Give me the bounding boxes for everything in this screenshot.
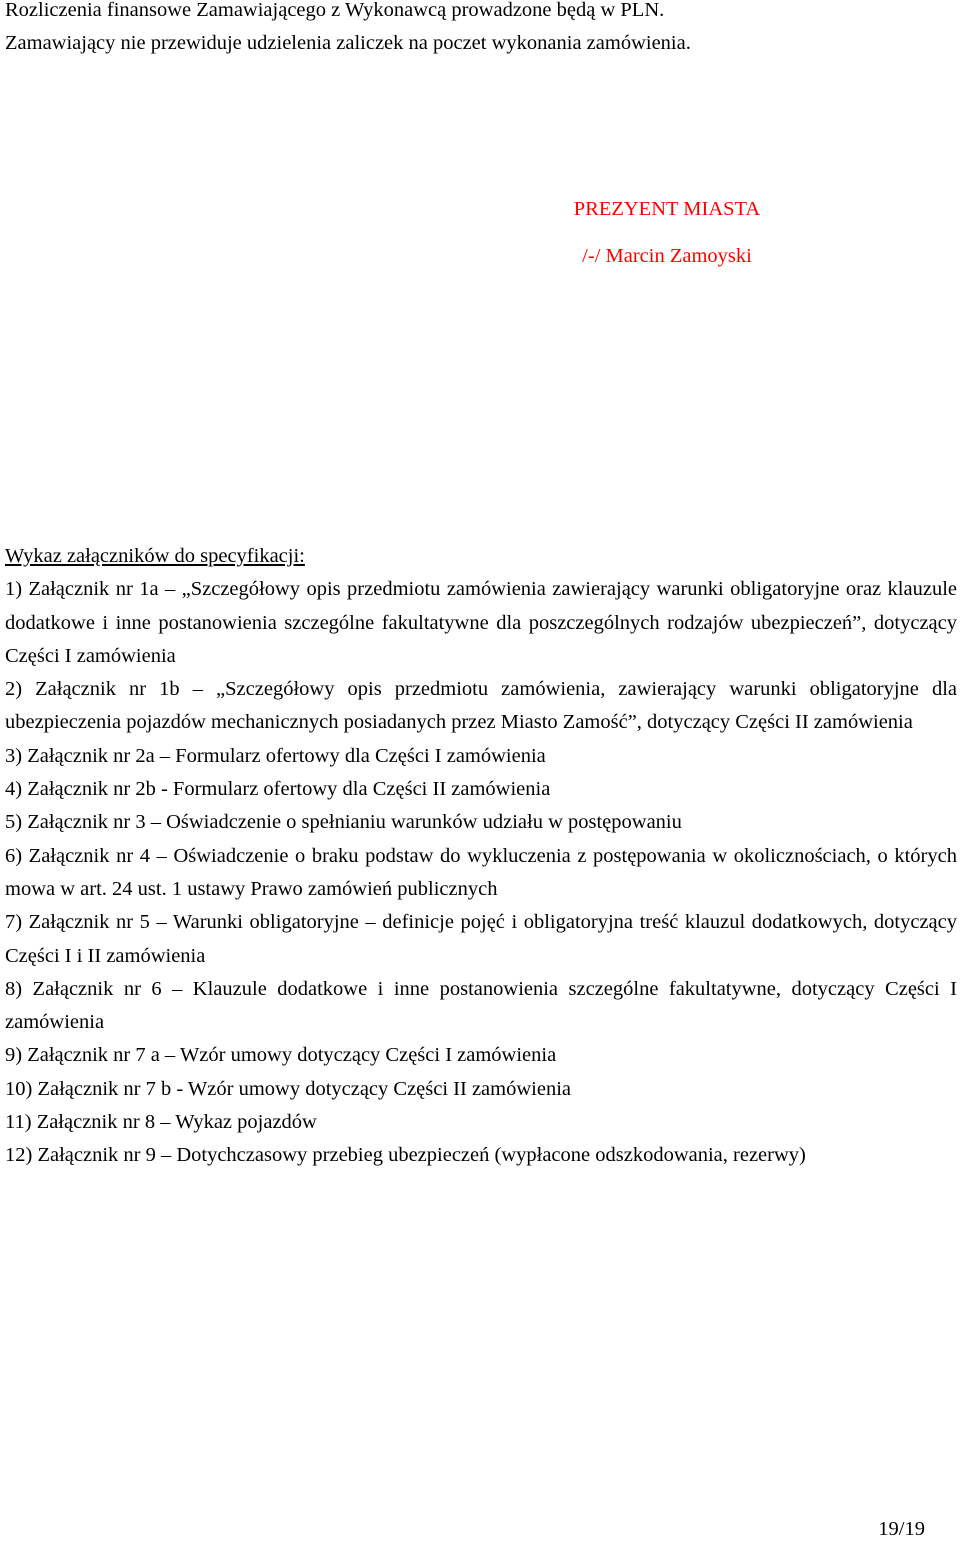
attachment-item: 4) Załącznik nr 2b - Formularz ofertowy dla Części II zamówienia bbox=[5, 778, 551, 801]
attachment-item: 2) Załącznik nr 1b – „Szczegółowy opis przedmiotu zamówienia, zawierający warunki obligatoryjne dla ubezpieczenia pojazdów mechanicznych posiadanych przez Miasto Zamość”, dotyczący Części II zamówienia bbox=[5, 678, 957, 734]
attachment-item: 3) Załącznik nr 2a – Formularz ofertowy dla Części I zamówienia bbox=[5, 744, 546, 767]
intro-section bbox=[5, 0, 955, 61]
attachment-item: 12) Załącznik nr 9 – Dotychczasowy przebieg ubezpieczeń (wypłacone odszkodowania, rezerwy) bbox=[5, 1144, 806, 1167]
attachment-item: 1) Załącznik nr 1a – „Szczegółowy opis przedmiotu zamówienia zawierający warunki obligatoryjne oraz klauzule dodatkowe i inne postanowienia szczególne fakultatywne dla poszczególnych rodzajów ubezpieczeń”, dotyczący Części I zamówienia bbox=[5, 578, 957, 667]
signature-title: PREZYENT MIASTA bbox=[573, 198, 761, 220]
attachment-item: 5) Załącznik nr 3 – Oświadczenie o spełnianiu warunków udziału w postępowaniu bbox=[5, 811, 682, 834]
intro-line-advances: Zamawiający nie przewiduje udzielenia zaliczek na poczet wykonania zamówienia. bbox=[5, 32, 691, 55]
attachment-item: 6) Załącznik nr 4 – Oświadczenie o braku podstaw do wykluczenia z postępowania w okolicznościach, o których mowa w art. 24 ust. 1 ustawy Prawo zamówień publicznych bbox=[5, 844, 957, 900]
attachment-list bbox=[5, 573, 957, 1172]
intro-line-currency: Rozliczenia finansowe Zamawiającego z Wykonawcą prowadzone będą w PLN. bbox=[5, 0, 665, 21]
attachment-item: 11) Załącznik nr 8 – Wykaz pojazdów bbox=[5, 1111, 317, 1134]
attachment-item: 9) Załącznik nr 7 a – Wzór umowy dotyczący Części I zamówienia bbox=[5, 1044, 557, 1067]
attachment-item: 10) Załącznik nr 7 b - Wzór umowy dotyczący Części II zamówienia bbox=[5, 1077, 571, 1100]
attachments-section bbox=[5, 540, 957, 1173]
page-number: 19/19 bbox=[878, 1518, 925, 1540]
attachments-heading: Wykaz załączników do specyfikacji: bbox=[5, 545, 305, 567]
signature-name: /-/ Marcin Zamoyski bbox=[582, 245, 752, 267]
attachment-item: 8) Załącznik nr 6 – Klauzule dodatkowe i inne postanowienia szczególne fakultatywne, dotyczący Części I zamówienia bbox=[5, 977, 957, 1034]
attachment-item: 7) Załącznik nr 5 – Warunki obligatoryjne – definicje pojęć i obligatoryjna treść klauzul dodatkowych, dotyczący Części I i II zamówienia bbox=[5, 911, 957, 967]
